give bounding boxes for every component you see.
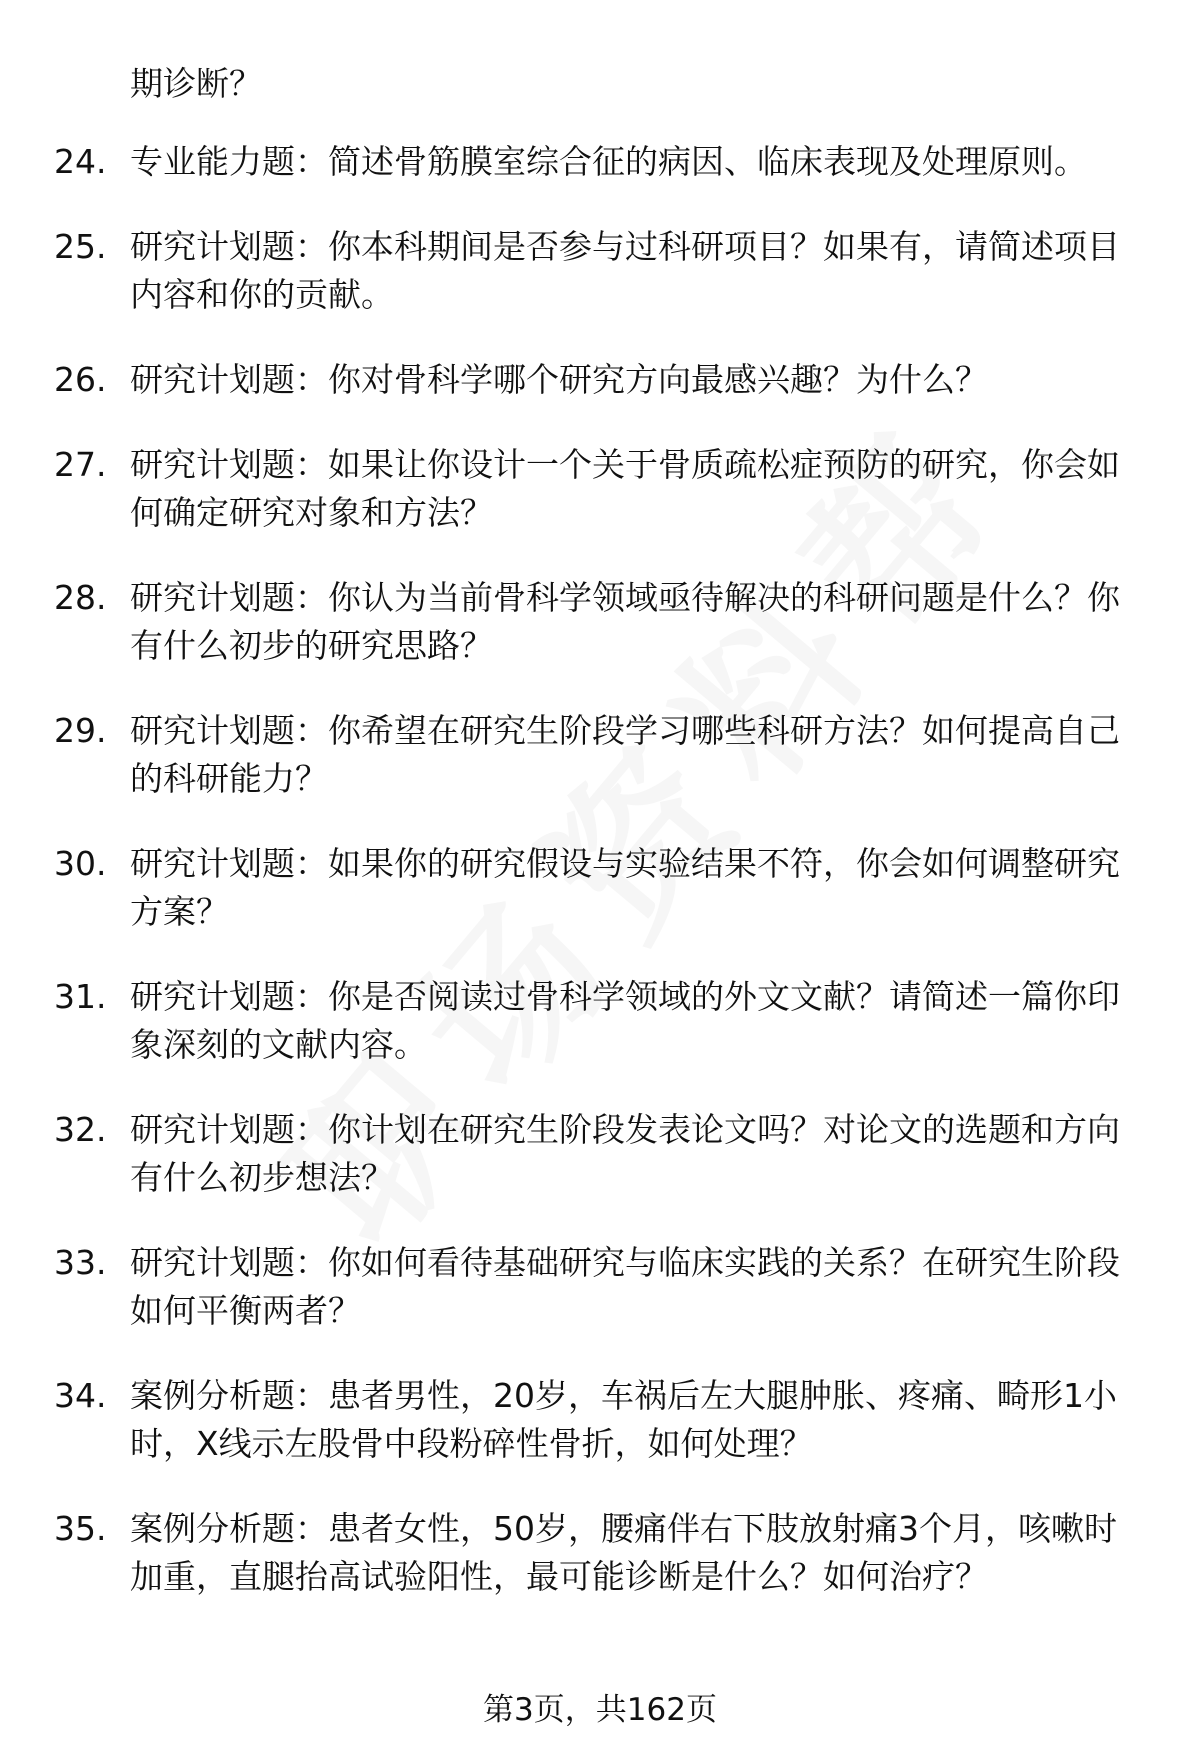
question-text: 专业能力题：简述骨筋膜室综合征的病因、临床表现及处理原则。 <box>130 142 1087 181</box>
question-number: 24. <box>54 142 107 181</box>
page-number: 第3页，共162页 <box>483 1692 717 1728</box>
question-text: 研究计划题：你本科期间是否参与过科研项目？如果有，请简述项目内容和你的贡献。 <box>130 227 1120 314</box>
question-number: 26. <box>54 360 107 399</box>
list-item <box>0 223 1200 319</box>
list-item <box>0 1505 1200 1601</box>
list-item <box>0 1106 1200 1202</box>
list-item <box>0 441 1200 537</box>
list-item <box>0 973 1200 1069</box>
list-item <box>0 840 1200 936</box>
question-number: 25. <box>54 227 107 266</box>
question-text: 研究计划题：如果让你设计一个关于骨质疏松症预防的研究，你会如何确定研究对象和方法？ <box>130 445 1120 532</box>
question-text: 研究计划题：如果你的研究假设与实验结果不符，你会如何调整研究方案？ <box>130 844 1120 931</box>
question-number: 33. <box>54 1243 107 1282</box>
question-text: 研究计划题：你对骨科学哪个研究方向最感兴趣？为什么？ <box>130 360 988 399</box>
question-number: 28. <box>54 578 107 617</box>
question-text: 研究计划题：你希望在研究生阶段学习哪些科研方法？如何提高自己的科研能力？ <box>130 711 1120 798</box>
question-number: 32. <box>54 1110 107 1149</box>
list-item <box>0 138 1200 186</box>
question-number: 27. <box>54 445 107 484</box>
continued-text: 期诊断？ <box>130 64 262 103</box>
question-number: 35. <box>54 1509 107 1548</box>
question-text: 研究计划题：你如何看待基础研究与临床实践的关系？在研究生阶段如何平衡两者？ <box>130 1243 1120 1330</box>
question-text: 研究计划题：你认为当前骨科学领域亟待解决的科研问题是什么？你有什么初步的研究思路？ <box>130 578 1120 665</box>
list-item <box>0 1372 1200 1468</box>
question-text: 研究计划题：你计划在研究生阶段发表论文吗？对论文的选题和方向有什么初步想法？ <box>130 1110 1120 1197</box>
list-item <box>0 356 1200 404</box>
question-text: 研究计划题：你是否阅读过骨科学领域的外文文献？请简述一篇你印象深刻的文献内容。 <box>130 977 1120 1064</box>
question-text: 案例分析题：患者男性，20岁，车祸后左大腿肿胀、疼痛、畸形1小时，X线示左股骨中段粉碎性骨折，如何处理？ <box>130 1376 1117 1463</box>
question-number: 30. <box>54 844 107 883</box>
question-number: 31. <box>54 977 107 1016</box>
question-number: 34. <box>54 1376 107 1415</box>
question-list <box>0 138 1200 1638</box>
question-text: 案例分析题：患者女性，50岁，腰痛伴右下肢放射痛3个月，咳嗽时加重，直腿抬高试验阳性，最可能诊断是什么？如何治疗？ <box>130 1509 1117 1596</box>
list-item <box>0 574 1200 670</box>
list-item <box>0 1239 1200 1335</box>
list-item <box>0 707 1200 803</box>
question-number: 29. <box>54 711 107 750</box>
